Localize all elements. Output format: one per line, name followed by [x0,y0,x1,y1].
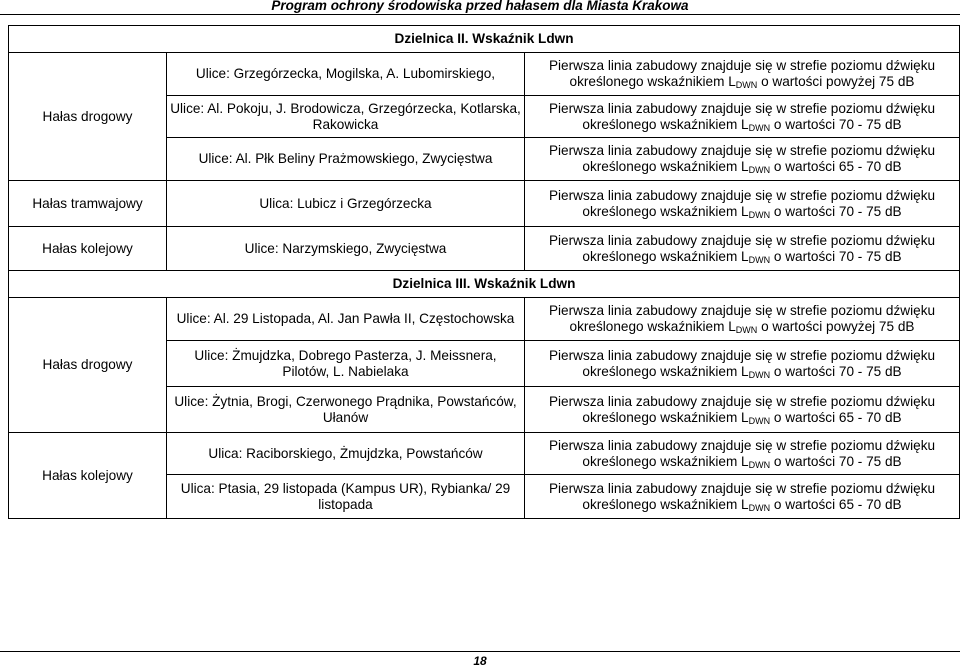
street-cell: Ulice: Al. 29 Listopada, Al. Jan Pawła II, Częstochowska [167,298,525,341]
header-title: Program ochrony środowiska przed hałasem dla Miasta Krakowa [271,0,689,13]
street-cell: Ulica: Raciborskiego, Żmujdzka, Powstańców [167,433,525,475]
section-title-district-3: Dzielnica III. Wskaźnik Ldwn [9,271,960,298]
noise-level-cell: Pierwsza linia zabudowy znajduje się w strefie poziomu dźwięku określonego wskaźnikiem $L_{DWN}$ o wartości 70 - 75 dB [525,341,960,387]
noise-level-cell: Pierwsza linia zabudowy znajduje się w strefie poziomu dźwięku określonego wskaźnikiem $L_{DWN}$ o wartości 70 - 75 dB [525,96,960,138]
noise-level-cell: Pierwsza linia zabudowy znajduje się w strefie poziomu dźwięku określonego wskaźnikiem $L_{DWN}$ o wartości powyżej 75 dB [525,53,960,96]
table-row [9,53,960,96]
noise-level-cell: Pierwsza linia zabudowy znajduje się w strefie poziomu dźwięku określonego wskaźnikiem $L_{DWN}$ o wartości 70 - 75 dB [525,227,960,271]
category-rail-noise: Hałas kolejowy [9,227,167,271]
page-header [0,0,960,22]
noise-level-cell: Pierwsza linia zabudowy znajduje się w strefie poziomu dźwięku określonego wskaźnikiem $L_{DWN}$ o wartości 70 - 75 dB [525,433,960,475]
street-cell: Ulice: Al. Płk Beliny Prażmowskiego, Zwycięstwa [167,138,525,181]
street-cell: Ulice: Żytnia, Brogi, Czerwonego Prądnika, Powstańców, Ułanów [167,387,525,433]
street-cell: Ulice: Narzymskiego, Zwycięstwa [167,227,525,271]
table-row [9,181,960,227]
category-rail-noise: Hałas kolejowy [9,433,167,519]
table-row [9,433,960,475]
street-cell: Ulice: Al. Pokoju, J. Brodowicza, Grzegórzecka, Kotlarska, Rakowicka [167,96,525,138]
noise-level-cell: Pierwsza linia zabudowy znajduje się w strefie poziomu dźwięku określonego wskaźnikiem $L_{DWN}$ o wartości 65 - 70 dB [525,138,960,181]
street-cell: Ulice: Grzegórzecka, Mogilska, A. Lubomirskiego, [167,53,525,96]
section-title-district-2: Dzielnica II. Wskaźnik Ldwn [9,26,960,53]
page-number: 18 [473,654,487,668]
street-cell: Ulice: Żmujdzka, Dobrego Pasterza, J. Meissnera, Pilotów, L. Nabielaka [167,341,525,387]
noise-level-cell: Pierwsza linia zabudowy znajduje się w strefie poziomu dźwięku określonego wskaźnikiem $L_{DWN}$ o wartości 65 - 70 dB [525,387,960,433]
category-road-noise: Hałas drogowy [9,53,167,181]
noise-table [8,25,960,519]
footer-rule [0,651,960,652]
street-cell: Ulica: Ptasia, 29 listopada (Kampus UR), Rybianka/ 29 listopada [167,475,525,519]
category-tram-noise: Hałas tramwajowy [9,181,167,227]
table-row [9,298,960,341]
category-road-noise: Hałas drogowy [9,298,167,433]
street-cell: Ulica: Lubicz i Grzegórzecka [167,181,525,227]
header-rule [0,14,960,15]
noise-level-cell: Pierwsza linia zabudowy znajduje się w strefie poziomu dźwięku określonego wskaźnikiem $L_{DWN}$ o wartości 70 - 75 dB [525,181,960,227]
noise-level-cell: Pierwsza linia zabudowy znajduje się w strefie poziomu dźwięku określonego wskaźnikiem $L_{DWN}$ o wartości powyżej 75 dB [525,298,960,341]
table-row [9,227,960,271]
noise-level-cell: Pierwsza linia zabudowy znajduje się w strefie poziomu dźwięku określonego wskaźnikiem $L_{DWN}$ o wartości 65 - 70 dB [525,475,960,519]
